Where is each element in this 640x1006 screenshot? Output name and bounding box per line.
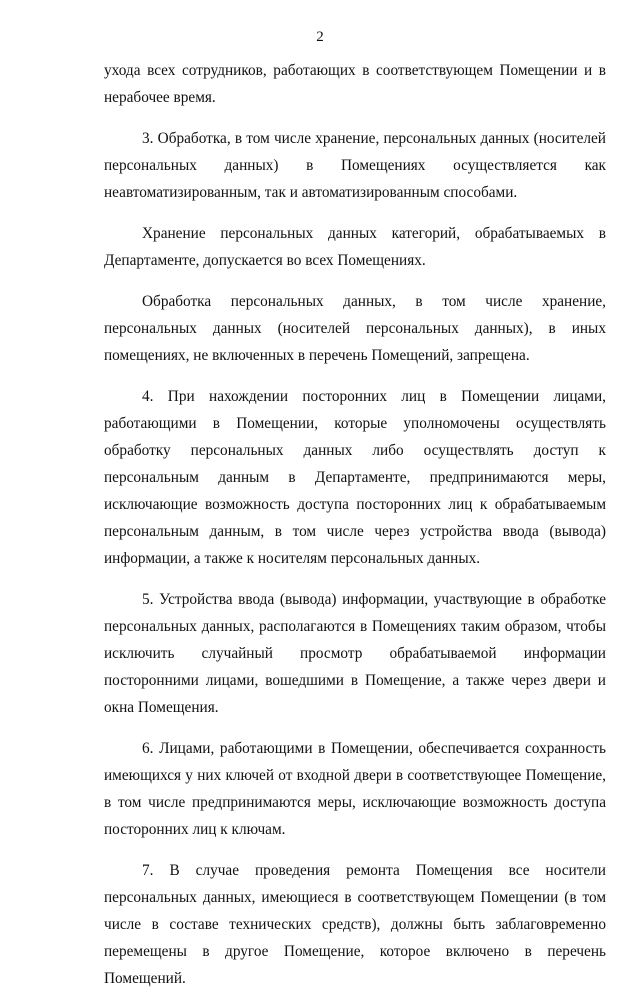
paragraph-continuation: ухода всех сотрудников, работающих в соответствующем Помещении и в нерабочее время. xyxy=(104,62,606,106)
paragraph-item-6: 6. Лицами, работающими в Помещении, обеспечивается сохранность имеющихся у них ключей от входной двери в соответствующее Помещение, в том числе предпринимаются меры, исключающие возможность доступа посторонних лиц к ключам. xyxy=(104,740,606,838)
paragraph-item-3: 3. Обработка, в том числе хранение, персональных данных (носителей персональных данных) в Помещениях осуществляется как неавтоматизированным, так и автоматизированным способами. xyxy=(104,130,606,201)
paragraph-processing-prohibited: Обработка персональных данных, в том числе хранение, персональных данных (носителей персональных данных), в иных помещениях, не включенных в перечень Помещений, запрещена. xyxy=(104,293,606,364)
paragraph-item-5: 5. Устройства ввода (вывода) информации, участвующие в обработке персональных данных, располагаются в Помещениях таким образом, чтобы исключить случайный просмотр обрабатываемой информации посторонними лицами, вошедшими в Помещение, а также через двери и окна Помещения. xyxy=(104,591,606,716)
document-body xyxy=(104,57,606,1006)
page-number: 2 xyxy=(316,29,324,45)
paragraph-item-4: 4. При нахождении посторонних лиц в Помещении лицами, работающими в Помещении, которые уполномочены осуществлять обработку персональных данных либо осуществлять доступ к персональным данным в Департаменте, предпринимаются меры, исключающие возможность доступа посторонних лиц к обрабатываемым персональным данным, в том числе через устройства ввода (вывода) информации, а также к носителям персональных данных. xyxy=(104,388,606,567)
paragraph-item-7: 7. В случае проведения ремонта Помещения все носители персональных данных, имеющиеся в соответствующем Помещении (в том числе в составе технических средств), должны быть заблаговременно перемещены в другое Помещение, которое включено в перечень Помещений. xyxy=(104,862,606,987)
paragraph-storage-categories: Хранение персональных данных категорий, обрабатываемых в Департаменте, допускается во всех Помещениях. xyxy=(104,225,606,269)
